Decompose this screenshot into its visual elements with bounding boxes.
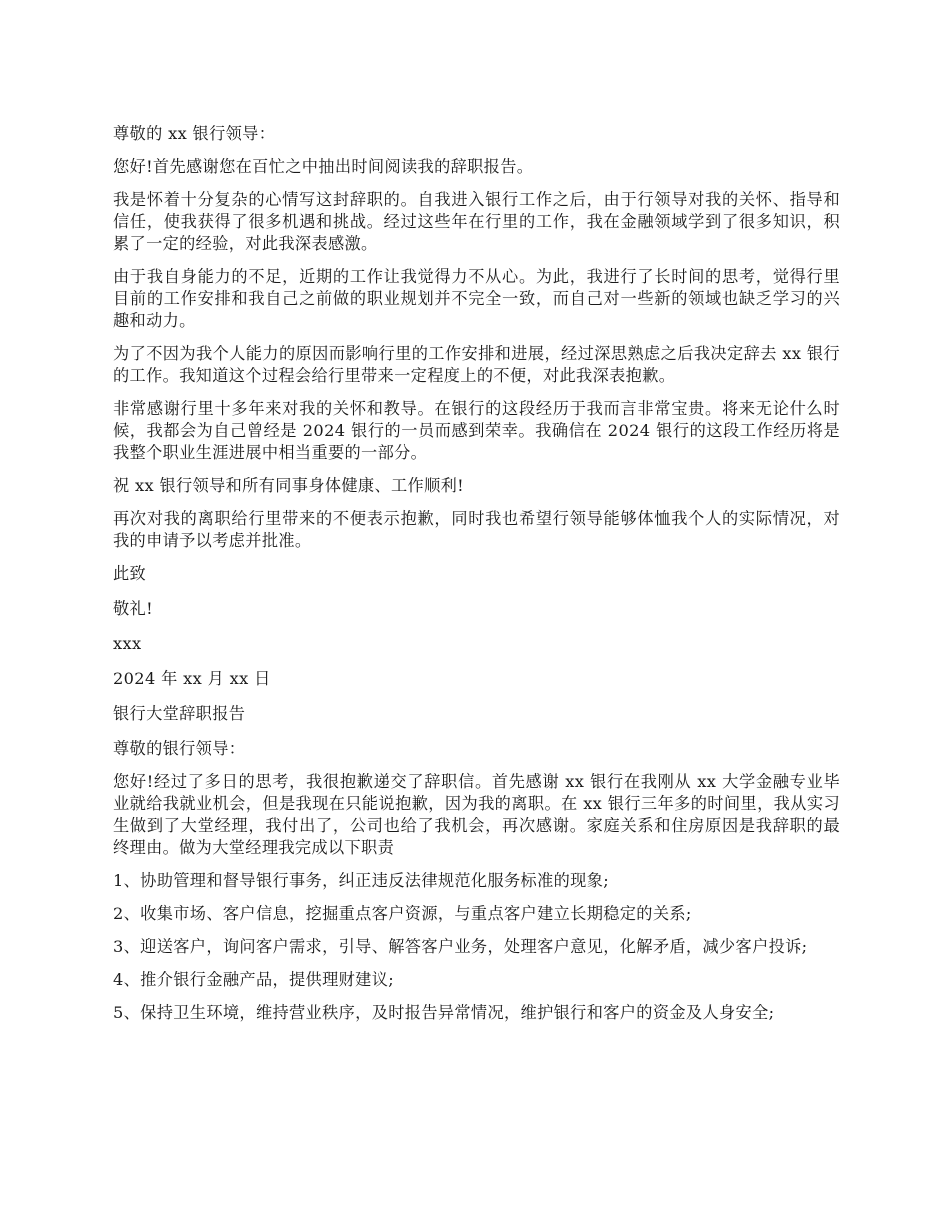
body-paragraph: 由于我自身能力的不足，近期的工作让我觉得力不从心。为此，我进行了长时间的思考，觉得行里目前的工作安排和我自己之前做的职业规划并不完全一致，而自己对一些新的领域也缺乏学习的兴趣和动力。: [113, 267, 840, 330]
body-paragraph: 我是怀着十分复杂的心情写这封辞职的。自我进入银行工作之后，由于行领导对我的关怀、指导和信任，使我获得了很多机遇和挑战。经过这些年在行里的工作，我在金融领域学到了很多知识，积累了一定的经验，对此我深表感激。: [113, 190, 840, 253]
body-paragraph: 您好!经过了多日的思考，我很抱歉递交了辞职信。首先感谢 xx 银行在我刚从 xx 大学金融专业毕业就给我就业机会，但是我现在只能说抱歉，因为我的离职。在 xx 银行三年多的时间里，我从实习生做到了大堂经理，我付出了，公司也给了我机会，再次感谢。家庭关系和住房原因是我辞职的最终理由。做为大堂经理我完成以下职责: [113, 772, 840, 857]
signature-name: xxx: [113, 634, 142, 653]
duty-list-item: 5、保持卫生环境，维持营业秩序，及时报告异常情况，维护银行和客户的资金及人身安全;: [113, 1003, 775, 1022]
duty-list-item: 4、推介银行金融产品，提供理财建议;: [113, 970, 395, 989]
wishes-line: 祝 xx 银行领导和所有同事身体健康、工作顺利!: [113, 476, 465, 495]
second-letter-title: 银行大堂辞职报告: [113, 704, 246, 723]
body-paragraph: 非常感谢行里十多年来对我的关怀和教导。在银行的这段经历于我而言非常宝贵。将来无论什么时候，我都会为自己曾经是 2024 银行的一员而感到荣幸。我确信在 2024 银行的这段工作经历将是我整个职业生涯进展中相当重要的一部分。: [113, 399, 840, 462]
body-paragraph: 再次对我的离职给行里带来的不便表示抱歉，同时我也希望行领导能够体恤我个人的实际情况，对我的申请予以考虑并批准。: [113, 509, 840, 550]
body-paragraph: 为了不因为我个人能力的原因而影响行里的工作安排和进展，经过深思熟虑之后我决定辞去 xx 银行的工作。我知道这个过程会给行里带来一定程度上的不便，对此我深表抱歉。: [113, 344, 840, 385]
closing-salute: 敬礼!: [113, 599, 153, 618]
date-line: 2024 年 xx 月 xx 日: [113, 669, 271, 688]
salutation: 尊敬的 xx 银行领导：: [113, 124, 276, 143]
duty-list-item: 1、协助管理和督导银行事务，纠正违反法律规范化服务标准的现象;: [113, 871, 610, 890]
greeting-paragraph: 您好!首先感谢您在百忙之中抽出时间阅读我的辞职报告。: [113, 157, 534, 176]
closing-line: 此致: [113, 564, 147, 583]
salutation: 尊敬的银行领导：: [113, 739, 246, 758]
duty-list-item: 3、迎送客户，询问客户需求，引导、解答客户业务，处理客户意见，化解矛盾，减少客户投诉;: [113, 937, 808, 956]
duty-list-item: 2、收集市场、客户信息，挖掘重点客户资源，与重点客户建立长期稳定的关系;: [113, 904, 692, 923]
